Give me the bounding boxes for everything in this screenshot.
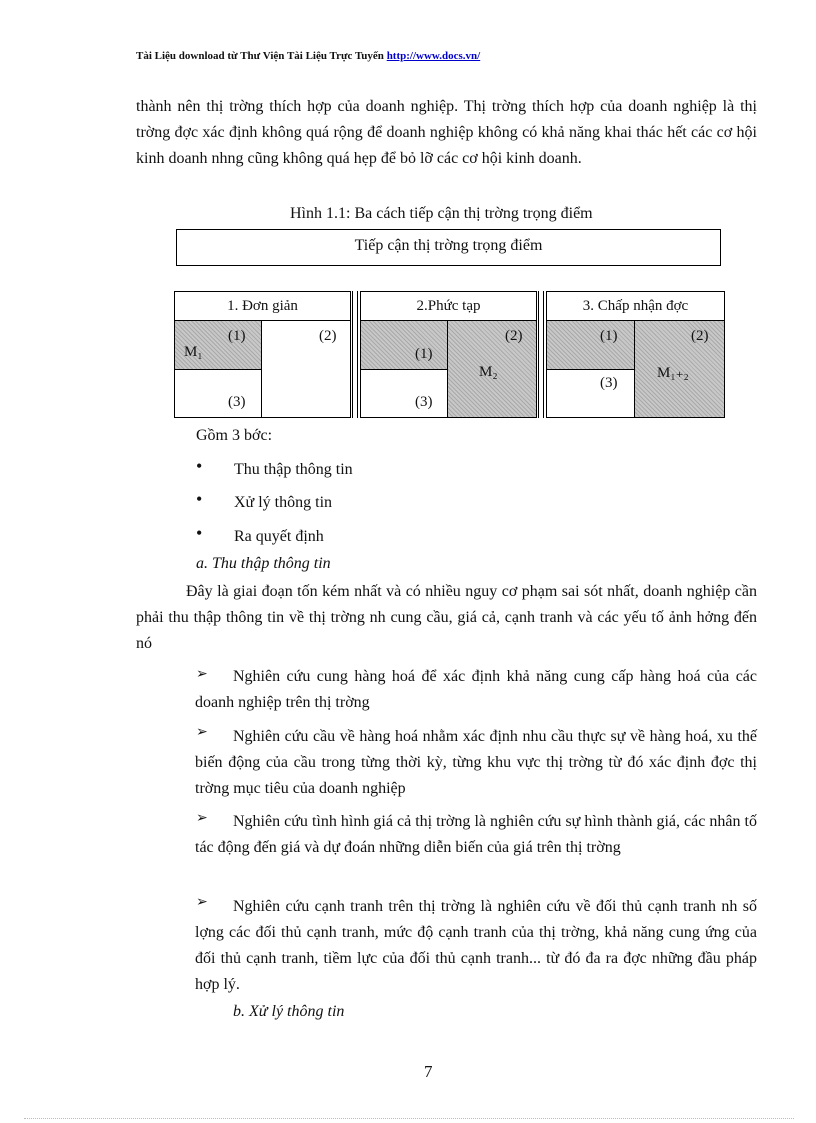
page-header	[136, 50, 736, 62]
research-item: Nghiên cứu cung hàng hoá để xác định khả năng cung cấp hàng hoá của các doanh nghiệp trên thị trờng	[195, 668, 757, 711]
arrow-right-icon: ➢	[196, 725, 208, 740]
arrow-right-icon: ➢	[196, 811, 208, 826]
page-number: 7	[424, 1062, 433, 1081]
step-item: Xử lý thông tin	[234, 494, 333, 511]
cell-label: (3)	[228, 394, 246, 410]
approach-acceptable	[546, 291, 725, 418]
research-item: Nghiên cứu tình hình giá cả thị trờng là nghiên cứu sự hình thành giá, các nhân tố tác động đến giá và dự đoán những diễn biến của giá trên thị trờng	[195, 813, 757, 856]
cell-label: (1)	[600, 328, 618, 344]
footer-divider	[24, 1118, 794, 1119]
market-cell	[261, 320, 351, 418]
section-a-heading: a. Thu thập thông tin	[196, 555, 331, 572]
bullet-dot-icon: •	[196, 523, 203, 543]
market-cell	[360, 369, 448, 418]
arrow-right-icon: ➢	[196, 895, 208, 910]
approach-label: 1. Đơn giản	[174, 291, 351, 321]
segment-label: M₂	[479, 364, 498, 380]
figure-title: Tiếp cận thị trờng trọng điểm	[176, 229, 721, 266]
segment-label: M₁	[184, 344, 203, 360]
cell-label: (1)	[228, 328, 246, 344]
header-text: Tài Liệu download từ Thư Viện Tài Liệu Trực Tuyến	[136, 50, 384, 62]
research-item: Nghiên cứu cạnh tranh trên thị trờng là nghiên cứu về đối thủ cạnh tranh nh số lợng các đối thủ cạnh tranh, mức độ cạnh tranh của thị trờng, khả năng cung ứng của đối thủ cạnh tranh, tiềm lực của đối thủ cạnh tranh... từ đó đa ra đợc những đầu pháp hợp lý.	[195, 898, 757, 993]
step-item: Ra quyết định	[234, 528, 324, 545]
market-cell	[546, 320, 635, 370]
bullet-dot-icon: •	[196, 489, 203, 509]
market-cell	[360, 320, 448, 370]
header-link[interactable]: http://www.docs.vn/	[386, 50, 481, 62]
cell-label: (3)	[600, 375, 618, 391]
approach-label: 3. Chấp nhận đợc	[546, 291, 725, 321]
step-item: Thu thập thông tin	[234, 461, 353, 478]
cell-label: (3)	[415, 394, 433, 410]
cell-label: (2)	[691, 328, 709, 344]
figure-caption: Hình 1.1: Ba cách tiếp cận thị trờng trọng điểm	[290, 205, 593, 222]
block-divider	[352, 291, 358, 418]
market-cell	[546, 369, 635, 418]
approach-simple	[174, 291, 351, 418]
market-cell	[174, 369, 262, 418]
cell-label: (1)	[415, 346, 433, 362]
bullet-dot-icon: •	[196, 456, 203, 476]
segment-label: M₁₊₂	[657, 365, 689, 381]
cell-label: (2)	[319, 328, 337, 344]
approach-label: 2.Phức tạp	[360, 291, 537, 321]
research-item: Nghiên cứu cầu về hàng hoá nhằm xác định nhu cầu thực sự về hàng hoá, xu thế biến động của cầu trong từng thời kỳ, từng khu vực thị trờng từ đó xác định đợc thị trờng mục tiêu của doanh nghiệp	[195, 728, 757, 797]
approach-complex	[360, 291, 537, 418]
intro-paragraph: thành nên thị trờng thích hợp của doanh nghiệp. Thị trờng thích hợp của doanh nghiệp là thị trờng đợc xác định không quá rộng để doanh nghiệp không có khả năng khai thác hết các cơ hội kinh doanh nhng cũng không quá hẹp để bỏ lỡ các cơ hội kinh doanh.	[136, 98, 757, 167]
arrow-right-icon: ➢	[196, 667, 208, 682]
section-a-paragraph: Đây là giai đoạn tốn kém nhất và có nhiều nguy cơ phạm sai sót nhất, doanh nghiệp cần phải thu thập thông tin về thị trờng nh cung cầu, giá cả, cạnh tranh và các yếu tố ảnh hởng đến nó	[136, 583, 757, 652]
section-b-heading: b. Xử lý thông tin	[233, 1003, 345, 1020]
cell-label: (2)	[505, 328, 523, 344]
block-divider	[538, 291, 544, 418]
steps-intro: Gồm 3 bớc:	[196, 427, 273, 444]
